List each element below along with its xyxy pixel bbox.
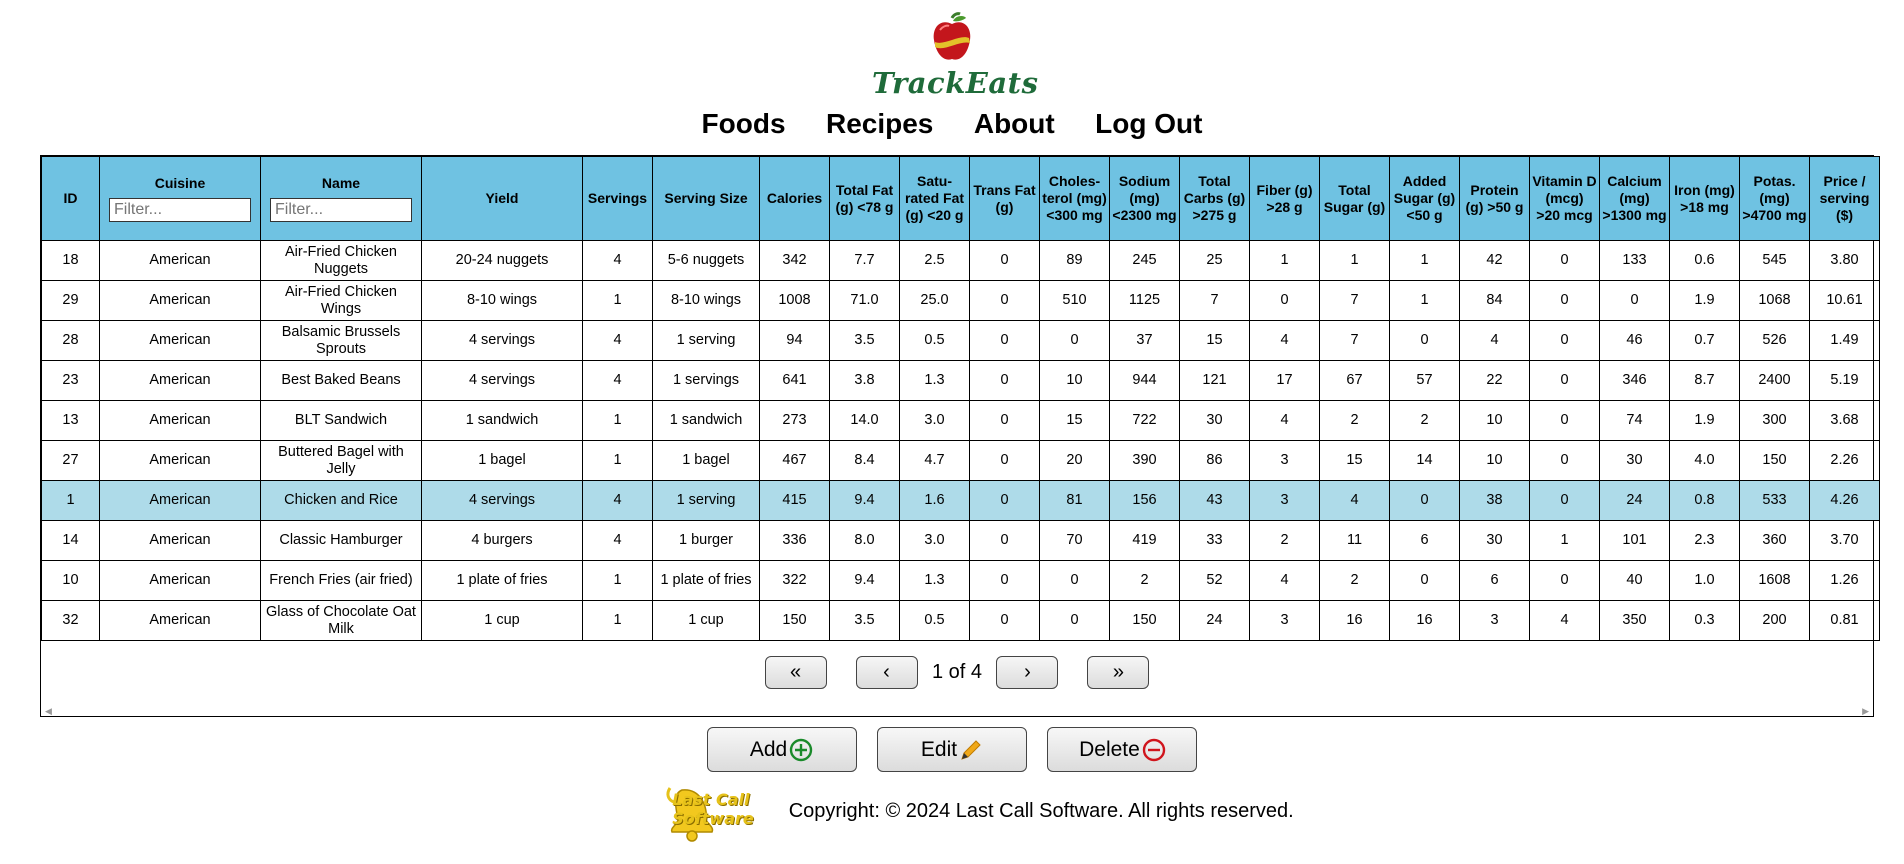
cell-serving-size: 1 burger bbox=[653, 521, 760, 561]
trackeats-logo[interactable] bbox=[872, 12, 1039, 100]
header-yield[interactable]: Yield bbox=[422, 157, 583, 241]
cell-total-sugar: 4 bbox=[1320, 481, 1390, 521]
cell-calories: 336 bbox=[760, 521, 830, 561]
header-fiber[interactable]: Fiber (g) >28 g bbox=[1250, 157, 1320, 241]
header-price[interactable]: Price / serving ($) bbox=[1810, 157, 1880, 241]
cell-calcium: 346 bbox=[1600, 361, 1670, 401]
cell-name: Classic Hamburger bbox=[261, 521, 422, 561]
cell-potassium: 1608 bbox=[1740, 561, 1810, 601]
cell-fiber: 4 bbox=[1250, 561, 1320, 601]
cell-price: 0.81 bbox=[1810, 601, 1880, 641]
cell-trans-fat: 0 bbox=[970, 601, 1040, 641]
cell-potassium: 545 bbox=[1740, 241, 1810, 281]
copyright-text: Copyright: © 2024 Last Call Software. All rights reserved. bbox=[788, 799, 1294, 822]
cell-total-fat: 71.0 bbox=[830, 281, 900, 321]
cell-calories: 641 bbox=[760, 361, 830, 401]
minus-circle-icon bbox=[1142, 738, 1166, 762]
cell-sodium: 156 bbox=[1110, 481, 1180, 521]
cell-potassium: 150 bbox=[1740, 441, 1810, 481]
header-sodium[interactable]: Sodium (mg) <2300 mg bbox=[1110, 157, 1180, 241]
cell-protein: 3 bbox=[1460, 601, 1530, 641]
cell-vitamin-d: 1 bbox=[1530, 521, 1600, 561]
cell-added-sugar: 57 bbox=[1390, 361, 1460, 401]
cell-vitamin-d: 0 bbox=[1530, 281, 1600, 321]
table-row[interactable] bbox=[42, 561, 1880, 601]
cell-total-carbs: 121 bbox=[1180, 361, 1250, 401]
cell-total-sugar: 15 bbox=[1320, 441, 1390, 481]
cell-total-carbs: 7 bbox=[1180, 281, 1250, 321]
header-potassium[interactable]: Potas. (mg) >4700 mg bbox=[1740, 157, 1810, 241]
cell-cholesterol: 0 bbox=[1040, 561, 1110, 601]
header-protein[interactable]: Protein (g) >50 g bbox=[1460, 157, 1530, 241]
cell-fiber: 2 bbox=[1250, 521, 1320, 561]
cell-name: Balsamic Brussels Sprouts bbox=[261, 321, 422, 361]
table-row[interactable] bbox=[42, 361, 1880, 401]
foods-table-container bbox=[40, 155, 1874, 717]
cell-cholesterol: 15 bbox=[1040, 401, 1110, 441]
add-button-label: Add bbox=[749, 738, 788, 761]
cell-trans-fat: 0 bbox=[970, 521, 1040, 561]
cell-trans-fat: 0 bbox=[970, 321, 1040, 361]
cell-total-fat: 7.7 bbox=[830, 241, 900, 281]
cell-serving-size: 1 cup bbox=[653, 601, 760, 641]
cell-potassium: 2400 bbox=[1740, 361, 1810, 401]
cell-yield: 1 cup bbox=[422, 601, 583, 641]
cell-yield: 1 bagel bbox=[422, 441, 583, 481]
cell-iron: 4.0 bbox=[1670, 441, 1740, 481]
cell-servings: 4 bbox=[583, 241, 653, 281]
cell-name: French Fries (air fried) bbox=[261, 561, 422, 601]
cell-fiber: 0 bbox=[1250, 281, 1320, 321]
cell-vitamin-d: 4 bbox=[1530, 601, 1600, 641]
cell-name: Glass of Chocolate Oat Milk bbox=[261, 601, 422, 641]
cell-yield: 4 servings bbox=[422, 361, 583, 401]
cell-vitamin-d: 0 bbox=[1530, 361, 1600, 401]
cell-yield: 8-10 wings bbox=[422, 281, 583, 321]
cell-total-sugar: 1 bbox=[1320, 241, 1390, 281]
cell-potassium: 533 bbox=[1740, 481, 1810, 521]
cell-sodium: 150 bbox=[1110, 601, 1180, 641]
cell-saturated-fat: 3.0 bbox=[900, 401, 970, 441]
cell-id: 27 bbox=[42, 441, 100, 481]
table-row[interactable] bbox=[42, 481, 1880, 521]
cell-saturated-fat: 4.7 bbox=[900, 441, 970, 481]
cell-calcium: 101 bbox=[1600, 521, 1670, 561]
cell-potassium: 360 bbox=[1740, 521, 1810, 561]
table-row[interactable] bbox=[42, 521, 1880, 561]
cell-total-sugar: 16 bbox=[1320, 601, 1390, 641]
cell-added-sugar: 2 bbox=[1390, 401, 1460, 441]
cell-id: 10 bbox=[42, 561, 100, 601]
cell-total-carbs: 43 bbox=[1180, 481, 1250, 521]
cell-price: 4.26 bbox=[1810, 481, 1880, 521]
cell-calcium: 350 bbox=[1600, 601, 1670, 641]
last-page-button[interactable]: » bbox=[1087, 656, 1149, 689]
cell-trans-fat: 0 bbox=[970, 281, 1040, 321]
header-id[interactable]: ID bbox=[42, 157, 100, 241]
cell-total-fat: 8.4 bbox=[830, 441, 900, 481]
cell-price: 1.49 bbox=[1810, 321, 1880, 361]
cell-saturated-fat: 1.6 bbox=[900, 481, 970, 521]
cell-servings: 1 bbox=[583, 401, 653, 441]
cell-name: BLT Sandwich bbox=[261, 401, 422, 441]
cell-servings: 4 bbox=[583, 521, 653, 561]
cell-yield: 20-24 nuggets bbox=[422, 241, 583, 281]
cell-calories: 1008 bbox=[760, 281, 830, 321]
prev-page-button[interactable]: ‹ bbox=[856, 656, 918, 689]
page-indicator: 1 of 4 bbox=[931, 661, 983, 683]
cell-sodium: 390 bbox=[1110, 441, 1180, 481]
cell-trans-fat: 0 bbox=[970, 561, 1040, 601]
cell-protein: 10 bbox=[1460, 401, 1530, 441]
cell-fiber: 17 bbox=[1250, 361, 1320, 401]
cell-vitamin-d: 0 bbox=[1530, 481, 1600, 521]
cell-cholesterol: 89 bbox=[1040, 241, 1110, 281]
cell-calories: 94 bbox=[760, 321, 830, 361]
foods-table bbox=[41, 156, 1880, 641]
cell-calcium: 40 bbox=[1600, 561, 1670, 601]
cell-total-fat: 3.5 bbox=[830, 321, 900, 361]
cell-serving-size: 8-10 wings bbox=[653, 281, 760, 321]
cell-trans-fat: 0 bbox=[970, 401, 1040, 441]
cell-saturated-fat: 25.0 bbox=[900, 281, 970, 321]
main-nav bbox=[0, 108, 1904, 140]
cell-iron: 0.8 bbox=[1670, 481, 1740, 521]
cell-price: 10.61 bbox=[1810, 281, 1880, 321]
cell-trans-fat: 0 bbox=[970, 481, 1040, 521]
cell-price: 3.70 bbox=[1810, 521, 1880, 561]
next-page-button[interactable]: › bbox=[996, 656, 1058, 689]
cell-total-fat: 9.4 bbox=[830, 561, 900, 601]
cell-cholesterol: 510 bbox=[1040, 281, 1110, 321]
cell-id: 13 bbox=[42, 401, 100, 441]
cell-sodium: 245 bbox=[1110, 241, 1180, 281]
cell-cuisine: American bbox=[100, 321, 261, 361]
cell-calories: 150 bbox=[760, 601, 830, 641]
cell-protein: 22 bbox=[1460, 361, 1530, 401]
cell-serving-size: 1 servings bbox=[653, 361, 760, 401]
cell-potassium: 526 bbox=[1740, 321, 1810, 361]
cell-calcium: 30 bbox=[1600, 441, 1670, 481]
header-added-sugar[interactable]: Added Sugar (g) <50 g bbox=[1390, 157, 1460, 241]
cell-potassium: 1068 bbox=[1740, 281, 1810, 321]
cell-total-carbs: 30 bbox=[1180, 401, 1250, 441]
cell-servings: 4 bbox=[583, 321, 653, 361]
cell-vitamin-d: 0 bbox=[1530, 321, 1600, 361]
cell-protein: 84 bbox=[1460, 281, 1530, 321]
cell-cholesterol: 0 bbox=[1040, 601, 1110, 641]
cell-calcium: 0 bbox=[1600, 281, 1670, 321]
cell-total-fat: 3.5 bbox=[830, 601, 900, 641]
cell-name: Buttered Bagel with Jelly bbox=[261, 441, 422, 481]
cell-vitamin-d: 0 bbox=[1530, 401, 1600, 441]
header-saturated-fat[interactable]: Satu- rated Fat (g) <20 g bbox=[900, 157, 970, 241]
cell-servings: 1 bbox=[583, 601, 653, 641]
cell-id: 32 bbox=[42, 601, 100, 641]
cell-calories: 322 bbox=[760, 561, 830, 601]
cell-id: 1 bbox=[42, 481, 100, 521]
cell-iron: 8.7 bbox=[1670, 361, 1740, 401]
table-row[interactable] bbox=[42, 241, 1880, 281]
cell-total-fat: 14.0 bbox=[830, 401, 900, 441]
cell-potassium: 200 bbox=[1740, 601, 1810, 641]
cell-price: 2.26 bbox=[1810, 441, 1880, 481]
cell-sodium: 419 bbox=[1110, 521, 1180, 561]
pagination bbox=[41, 656, 1873, 689]
cell-total-carbs: 24 bbox=[1180, 601, 1250, 641]
cell-cuisine: American bbox=[100, 361, 261, 401]
cell-calcium: 46 bbox=[1600, 321, 1670, 361]
cell-fiber: 3 bbox=[1250, 481, 1320, 521]
add-button[interactable] bbox=[707, 727, 857, 772]
cell-vitamin-d: 0 bbox=[1530, 241, 1600, 281]
header-total-sugar[interactable]: Total Sugar (g) bbox=[1320, 157, 1390, 241]
plus-circle-icon bbox=[789, 738, 813, 762]
name-filter-input[interactable] bbox=[270, 198, 412, 222]
cell-yield: 1 plate of fries bbox=[422, 561, 583, 601]
cell-total-sugar: 11 bbox=[1320, 521, 1390, 561]
logo-line-1: Last Call bbox=[672, 790, 750, 809]
cell-total-carbs: 86 bbox=[1180, 441, 1250, 481]
cell-protein: 38 bbox=[1460, 481, 1530, 521]
cell-total-sugar: 2 bbox=[1320, 401, 1390, 441]
logo-line-2: Software bbox=[672, 809, 754, 828]
header-serving-size[interactable]: Serving Size bbox=[653, 157, 760, 241]
cell-fiber: 3 bbox=[1250, 441, 1320, 481]
cell-added-sugar: 1 bbox=[1390, 281, 1460, 321]
scroll-left-icon[interactable]: ◀ bbox=[45, 706, 52, 716]
cell-serving-size: 1 serving bbox=[653, 481, 760, 521]
cell-total-sugar: 2 bbox=[1320, 561, 1390, 601]
cell-cuisine: American bbox=[100, 401, 261, 441]
cell-cuisine: American bbox=[100, 441, 261, 481]
cell-fiber: 3 bbox=[1250, 601, 1320, 641]
cell-saturated-fat: 2.5 bbox=[900, 241, 970, 281]
cell-iron: 1.9 bbox=[1670, 401, 1740, 441]
cell-cuisine: American bbox=[100, 241, 261, 281]
header-cuisine[interactable]: Cuisine Filter... bbox=[100, 157, 261, 241]
cell-serving-size: 1 serving bbox=[653, 321, 760, 361]
cell-added-sugar: 0 bbox=[1390, 321, 1460, 361]
cell-total-fat: 9.4 bbox=[830, 481, 900, 521]
table-row[interactable] bbox=[42, 281, 1880, 321]
cell-trans-fat: 0 bbox=[970, 361, 1040, 401]
header-total-fat[interactable]: Total Fat (g) <78 g bbox=[830, 157, 900, 241]
cell-yield: 4 servings bbox=[422, 321, 583, 361]
cell-total-sugar: 67 bbox=[1320, 361, 1390, 401]
cell-id: 28 bbox=[42, 321, 100, 361]
cell-name: Air-Fried Chicken Wings bbox=[261, 281, 422, 321]
cell-servings: 1 bbox=[583, 281, 653, 321]
cell-total-carbs: 52 bbox=[1180, 561, 1250, 601]
cell-saturated-fat: 3.0 bbox=[900, 521, 970, 561]
cell-fiber: 1 bbox=[1250, 241, 1320, 281]
cell-calories: 273 bbox=[760, 401, 830, 441]
cell-cuisine: American bbox=[100, 521, 261, 561]
cell-iron: 2.3 bbox=[1670, 521, 1740, 561]
cell-protein: 10 bbox=[1460, 441, 1530, 481]
cell-price: 5.19 bbox=[1810, 361, 1880, 401]
header-servings[interactable]: Servings bbox=[583, 157, 653, 241]
cell-cholesterol: 20 bbox=[1040, 441, 1110, 481]
apple-tape-icon bbox=[930, 12, 974, 64]
cell-added-sugar: 1 bbox=[1390, 241, 1460, 281]
cell-iron: 1.9 bbox=[1670, 281, 1740, 321]
header-vitamin-d[interactable]: Vitamin D (mcg) >20 mcg bbox=[1530, 157, 1600, 241]
cell-total-fat: 3.8 bbox=[830, 361, 900, 401]
cell-trans-fat: 0 bbox=[970, 241, 1040, 281]
cell-added-sugar: 6 bbox=[1390, 521, 1460, 561]
cell-iron: 0.7 bbox=[1670, 321, 1740, 361]
header-name[interactable]: Name Filter... bbox=[261, 157, 422, 241]
cell-cholesterol: 81 bbox=[1040, 481, 1110, 521]
cell-total-sugar: 7 bbox=[1320, 281, 1390, 321]
cell-total-fat: 8.0 bbox=[830, 521, 900, 561]
cell-servings: 4 bbox=[583, 481, 653, 521]
header-calories[interactable]: Calories bbox=[760, 157, 830, 241]
cell-fiber: 4 bbox=[1250, 321, 1320, 361]
cell-protein: 6 bbox=[1460, 561, 1530, 601]
header-iron[interactable]: Iron (mg) >18 mg bbox=[1670, 157, 1740, 241]
cell-total-carbs: 15 bbox=[1180, 321, 1250, 361]
footer bbox=[0, 780, 1904, 842]
cell-total-carbs: 33 bbox=[1180, 521, 1250, 561]
cell-price: 1.26 bbox=[1810, 561, 1880, 601]
first-page-button[interactable]: « bbox=[765, 656, 827, 689]
header-total-carbs[interactable]: Total Carbs (g) >275 g bbox=[1180, 157, 1250, 241]
cell-fiber: 4 bbox=[1250, 401, 1320, 441]
cell-calcium: 133 bbox=[1600, 241, 1670, 281]
table-row[interactable] bbox=[42, 321, 1880, 361]
table-row[interactable] bbox=[42, 441, 1880, 481]
brand-name: TrackEats bbox=[872, 66, 1039, 100]
nav-foods[interactable]: Foods bbox=[701, 108, 786, 139]
cell-sodium: 722 bbox=[1110, 401, 1180, 441]
header-calcium[interactable]: Calcium (mg) >1300 mg bbox=[1600, 157, 1670, 241]
cell-saturated-fat: 0.5 bbox=[900, 321, 970, 361]
cell-cuisine: American bbox=[100, 561, 261, 601]
delete-button-label: Delete bbox=[1079, 738, 1140, 761]
nav-about[interactable]: About bbox=[973, 108, 1055, 139]
cell-calories: 467 bbox=[760, 441, 830, 481]
cell-calories: 415 bbox=[760, 481, 830, 521]
cell-servings: 4 bbox=[583, 361, 653, 401]
cell-potassium: 300 bbox=[1740, 401, 1810, 441]
cell-sodium: 944 bbox=[1110, 361, 1180, 401]
cell-servings: 1 bbox=[583, 561, 653, 601]
cell-id: 14 bbox=[42, 521, 100, 561]
cell-serving-size: 1 sandwich bbox=[653, 401, 760, 441]
cell-calories: 342 bbox=[760, 241, 830, 281]
cell-serving-size: 1 plate of fries bbox=[653, 561, 760, 601]
cell-id: 18 bbox=[42, 241, 100, 281]
cell-cuisine: American bbox=[100, 281, 261, 321]
cell-added-sugar: 0 bbox=[1390, 481, 1460, 521]
cell-iron: 1.0 bbox=[1670, 561, 1740, 601]
cell-calcium: 74 bbox=[1600, 401, 1670, 441]
cell-price: 3.68 bbox=[1810, 401, 1880, 441]
horizontal-scrollbar[interactable] bbox=[45, 706, 1869, 717]
cell-sodium: 1125 bbox=[1110, 281, 1180, 321]
cell-cuisine: American bbox=[100, 481, 261, 521]
delete-button[interactable] bbox=[1047, 727, 1197, 772]
cell-cholesterol: 0 bbox=[1040, 321, 1110, 361]
cell-protein: 42 bbox=[1460, 241, 1530, 281]
cell-total-carbs: 25 bbox=[1180, 241, 1250, 281]
pencil-icon bbox=[959, 738, 983, 762]
cell-yield: 4 servings bbox=[422, 481, 583, 521]
cell-vitamin-d: 0 bbox=[1530, 561, 1600, 601]
nav-logout[interactable]: Log Out bbox=[1095, 108, 1203, 139]
cell-vitamin-d: 0 bbox=[1530, 441, 1600, 481]
table-body bbox=[42, 241, 1880, 641]
table-row[interactable] bbox=[42, 401, 1880, 441]
cell-saturated-fat: 0.5 bbox=[900, 601, 970, 641]
edit-button[interactable] bbox=[877, 727, 1027, 772]
scroll-right-icon[interactable]: ▶ bbox=[1862, 706, 1869, 716]
cell-added-sugar: 14 bbox=[1390, 441, 1460, 481]
header-trans-fat[interactable]: Trans Fat (g) bbox=[970, 157, 1040, 241]
cell-protein: 30 bbox=[1460, 521, 1530, 561]
cell-total-sugar: 7 bbox=[1320, 321, 1390, 361]
cell-name: Best Baked Beans bbox=[261, 361, 422, 401]
cell-yield: 1 sandwich bbox=[422, 401, 583, 441]
cell-protein: 4 bbox=[1460, 321, 1530, 361]
cell-serving-size: 5-6 nuggets bbox=[653, 241, 760, 281]
cell-sodium: 2 bbox=[1110, 561, 1180, 601]
nav-recipes[interactable]: Recipes bbox=[825, 108, 934, 139]
cell-id: 23 bbox=[42, 361, 100, 401]
cell-saturated-fat: 1.3 bbox=[900, 561, 970, 601]
table-header-row bbox=[42, 157, 1880, 241]
cell-saturated-fat: 1.3 bbox=[900, 361, 970, 401]
cell-serving-size: 1 bagel bbox=[653, 441, 760, 481]
cell-yield: 4 burgers bbox=[422, 521, 583, 561]
cell-iron: 0.6 bbox=[1670, 241, 1740, 281]
cell-sodium: 37 bbox=[1110, 321, 1180, 361]
cell-name: Chicken and Rice bbox=[261, 481, 422, 521]
cell-cholesterol: 70 bbox=[1040, 521, 1110, 561]
cell-price: 3.80 bbox=[1810, 241, 1880, 281]
last-call-logo bbox=[610, 780, 770, 842]
cell-servings: 1 bbox=[583, 441, 653, 481]
cell-cholesterol: 10 bbox=[1040, 361, 1110, 401]
cell-cuisine: American bbox=[100, 601, 261, 641]
cell-name: Air-Fried Chicken Nuggets bbox=[261, 241, 422, 281]
action-bar bbox=[0, 727, 1904, 772]
cell-added-sugar: 16 bbox=[1390, 601, 1460, 641]
cell-trans-fat: 0 bbox=[970, 441, 1040, 481]
cell-calcium: 24 bbox=[1600, 481, 1670, 521]
cuisine-filter-input[interactable] bbox=[109, 198, 251, 222]
header-cholesterol[interactable]: Choles- terol (mg) <300 mg bbox=[1040, 157, 1110, 241]
cell-iron: 0.3 bbox=[1670, 601, 1740, 641]
edit-button-label: Edit bbox=[920, 738, 958, 761]
cell-added-sugar: 0 bbox=[1390, 561, 1460, 601]
cell-id: 29 bbox=[42, 281, 100, 321]
table-row[interactable] bbox=[42, 601, 1880, 641]
